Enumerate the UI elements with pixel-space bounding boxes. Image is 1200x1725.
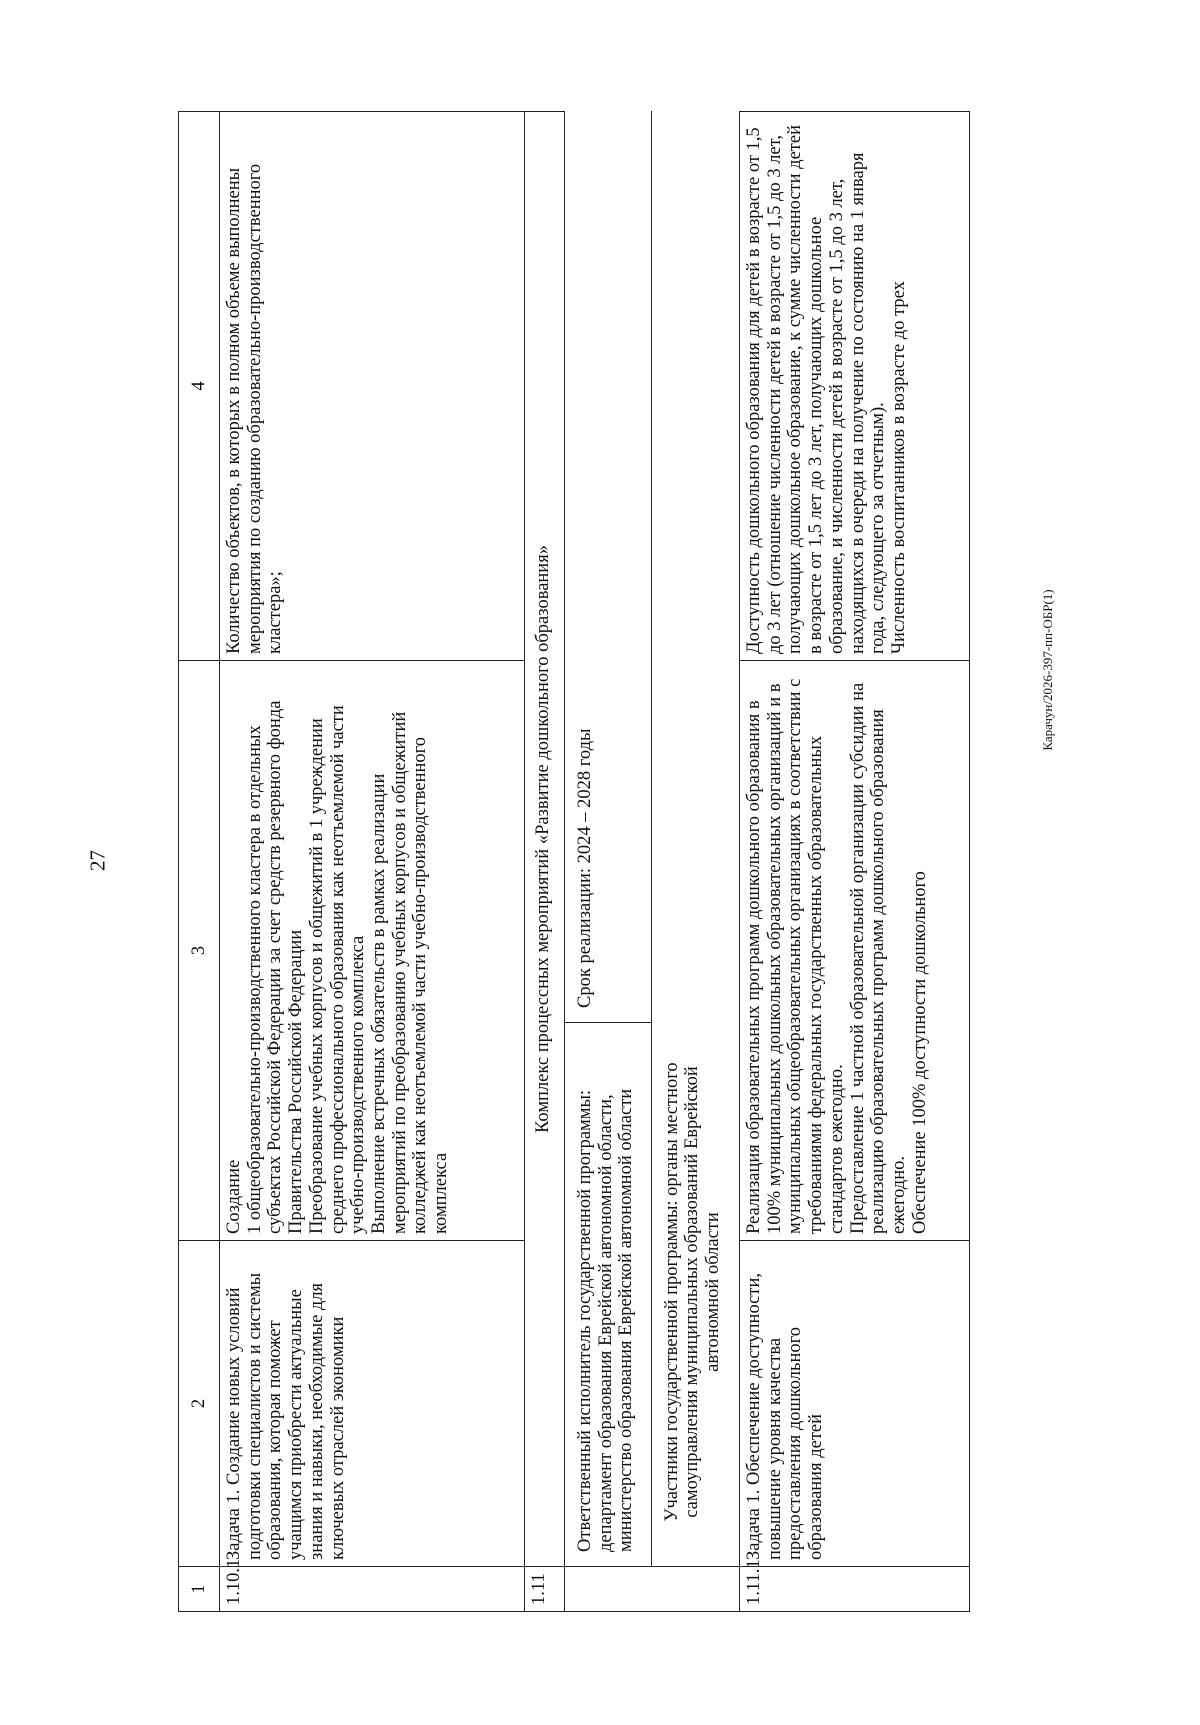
indicator-cell: Количество объектов, в которых в полном объеме выполнены мероприятия по созданию образовательно-производственного кластера»; bbox=[220, 112, 525, 661]
measure-line: 1 общеобразовательно-производственного кластера в отдельных субъектах Российской Федерации за счет средств резервного фонда Правительства Российской Федерации bbox=[244, 700, 307, 1234]
measure-line: Предоставление 1 частной образовательной организации субсидии на реализацию образовательных программ дошкольного образования ежегодно. bbox=[847, 682, 910, 1234]
document-code: Карачун/2026-397-пп-ОБР(1) bbox=[1040, 589, 1055, 751]
row-number: 1.11.1 bbox=[740, 1567, 970, 1612]
table-row-1-10-1 bbox=[220, 112, 525, 1612]
implementation-term: Срок реализации: 2024 – 2028 годы bbox=[565, 112, 651, 1023]
program-participants bbox=[651, 112, 739, 1567]
row-number: 1.10.1 bbox=[220, 1567, 525, 1612]
task-cell: Задача 1. Обеспечение доступности, повышение уровня качества предоставления дошкольного образования детей bbox=[740, 1241, 970, 1567]
measure-line: Создание bbox=[224, 1159, 244, 1234]
measure-line: Обеспечение 100% доступности дошкольного bbox=[909, 871, 930, 1234]
rotated-table-page bbox=[178, 112, 1053, 1612]
measure-line: Реализация образовательных программ дошкольного образования в 100% муниципальных дошкольных образовательных организаций и в муниципальных общеобразовательных организациях в соответствии с требованиями федеральных государственных образовательных стандартов ежегодно. bbox=[744, 678, 847, 1234]
header-col-2: 2 bbox=[179, 1241, 220, 1567]
section-row-1-11 bbox=[525, 112, 565, 1612]
task-cell: Задача 1. Создание новых условий подготовки специалистов и системы образования, которая поможет учащимся приобрести актуальные знания и навыки, необходимые для ключевых отраслей экономики bbox=[220, 1241, 525, 1567]
row-number: 1.11 bbox=[525, 1567, 565, 1612]
header-col-3: 3 bbox=[179, 661, 220, 1241]
measures-cell bbox=[740, 661, 970, 1241]
responsible-subtable bbox=[565, 112, 739, 1567]
header-col-1: 1 bbox=[179, 1567, 220, 1612]
header-row bbox=[179, 112, 220, 1612]
measure-line: Выполнение встречных обязательств в рамках реализации мероприятий по преобразованию учебных корпусов и общежитий колледжей как неотъемлемой части учебно-производственного комплекса bbox=[369, 711, 452, 1234]
section-title: Комплекс процессных мероприятий «Развитие дошкольного образования» bbox=[525, 112, 565, 1567]
empty-number-cell bbox=[565, 1567, 740, 1612]
page-number: 27 bbox=[85, 850, 110, 871]
measures-cell bbox=[220, 661, 525, 1241]
responsible-executor: Ответственный исполнитель государственной программы: департамент образования Еврейской автономной области, министерство образования Еврейской автономной области bbox=[575, 1088, 637, 1552]
responsible-rows bbox=[565, 112, 740, 1612]
indicator-line: Численность воспитанников в возрасте до трех bbox=[889, 281, 910, 654]
measure-line: Преобразование учебных корпусов и общежитий в 1 учреждении среднего профессионального образования как неотъемлемой части учебно-производственного комплекса bbox=[306, 705, 369, 1234]
participants-text: Участники государственной программы: органы местного самоуправления муниципальных образований Еврейской автономной области bbox=[661, 1062, 723, 1522]
indicator-cell bbox=[740, 112, 970, 661]
indicator-line: Доступность дошкольного образования для детей в возрасте от 1,5 до 3 лет (отношение численности детей в возрасте от 1,5 до 3 лет, получающих дошкольное образование, к сумме численности детей в возрасте от 1,5 лет до 3 лет, получающих дошкольное образование, и численности детей в возрасте от 1,5 до 3 лет, находящихся в очереди на получение по состоянию на 1 января года, следующего за отчетным). bbox=[744, 125, 889, 654]
header-col-4: 4 bbox=[179, 112, 220, 661]
program-table bbox=[178, 111, 970, 1612]
table-row-1-11-1 bbox=[740, 112, 970, 1612]
